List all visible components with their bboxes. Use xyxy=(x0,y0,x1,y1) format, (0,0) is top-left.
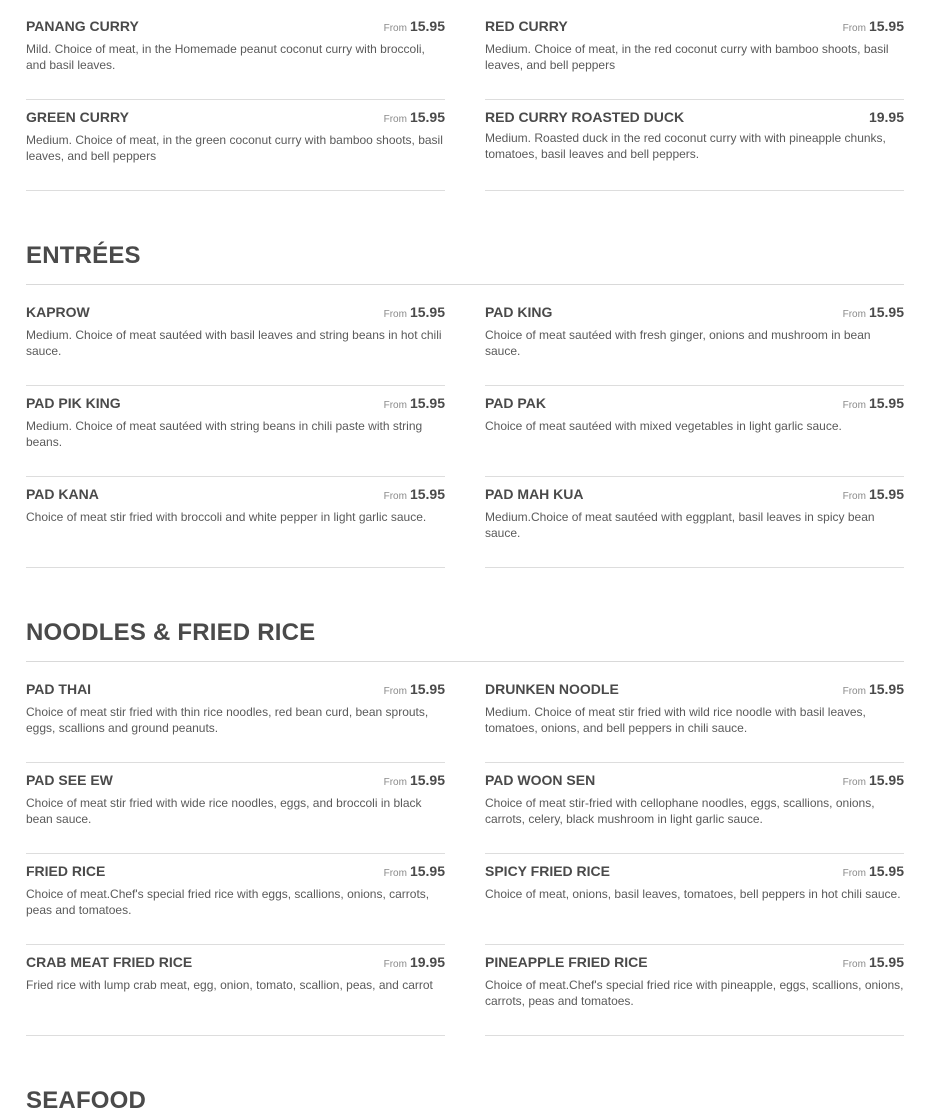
menu-item-header xyxy=(26,953,445,971)
price-amount: 15.95 xyxy=(868,18,904,34)
menu-item-header xyxy=(26,394,445,412)
menu-item-header xyxy=(26,303,445,321)
menu-item-header xyxy=(26,485,445,503)
section-title-seafood: SEAFOOD xyxy=(26,1087,147,1114)
price-from-label: From xyxy=(383,959,407,970)
price-amount: 15.95 xyxy=(868,863,904,879)
menu-item-description: Choice of meat sautéed with fresh ginger, onions and mushroom in bean sauce. xyxy=(485,328,871,358)
menu-item-name: PAD PIK KING xyxy=(26,395,121,411)
menu-item-crab-meat-fried-rice[interactable] xyxy=(26,945,445,1036)
menu-item-description: Medium. Roasted duck in the red coconut curry with with pineapple chunks, tomatoes, basil leaves and bell peppers. xyxy=(485,131,886,161)
price-amount: 15.95 xyxy=(409,681,445,697)
price-amount: 15.95 xyxy=(868,772,904,788)
price-from-label: From xyxy=(383,309,407,320)
menu-item-name: PAD KING xyxy=(485,304,553,320)
menu-item-description: Medium. Choice of meat sautéed with string beans in chili paste with string beans. xyxy=(26,419,423,449)
menu-item-name: DRUNKEN NOODLE xyxy=(485,681,619,697)
menu-item-description: Choice of meat stir fried with wide rice noodles, eggs, and broccoli in black bean sauce. xyxy=(26,796,422,826)
menu-item-header xyxy=(26,17,445,35)
menu-item-price xyxy=(384,108,445,129)
price-amount: 15.95 xyxy=(409,486,445,502)
price-from-label: From xyxy=(383,400,407,411)
price-from-label: From xyxy=(842,868,866,879)
menu-item-price xyxy=(869,108,904,127)
menu-item-name: RED CURRY xyxy=(485,18,568,34)
menu-item-name: RED CURRY ROASTED DUCK xyxy=(485,109,685,125)
price-amount: 15.95 xyxy=(409,18,445,34)
section-title-entrees: ENTRÉES xyxy=(26,242,141,269)
menu-item-price xyxy=(843,771,904,792)
menu-item-price xyxy=(384,771,445,792)
menu-item-pad-see-ew[interactable] xyxy=(26,763,445,854)
menu-item-price xyxy=(384,485,445,506)
menu-item-name: FRIED RICE xyxy=(26,863,106,879)
menu-item-description: Choice of meat stir fried with thin rice noodles, red bean curd, bean sprouts, eggs, scallions and ground peanuts. xyxy=(26,705,429,735)
price-from-label: From xyxy=(383,686,407,697)
menu-item-description: Medium. Choice of meat, in the green coconut curry with bamboo shoots, basil leaves, and bell peppers xyxy=(26,133,443,163)
price-from-label: From xyxy=(842,23,866,34)
price-amount: 19.95 xyxy=(409,954,445,970)
price-from-label: From xyxy=(383,491,407,502)
menu-item-name: PAD MAH KUA xyxy=(485,486,584,502)
menu-item-name: PAD SEE EW xyxy=(26,772,113,788)
menu-item-fried-rice[interactable] xyxy=(26,854,445,945)
menu-item-red-curry[interactable] xyxy=(485,9,904,100)
menu-item-name: PANANG CURRY xyxy=(26,18,139,34)
menu-item-price xyxy=(384,303,445,324)
menu-item-price xyxy=(384,862,445,883)
menu-item-price xyxy=(843,303,904,324)
menu-item-description: Medium. Choice of meat sautéed with basil leaves and string beans in hot chili sauce. xyxy=(26,328,442,358)
section-divider xyxy=(26,284,904,285)
price-amount: 15.95 xyxy=(868,304,904,320)
menu-item-pad-pak[interactable] xyxy=(485,386,904,477)
menu-item-name: PINEAPPLE FRIED RICE xyxy=(485,954,648,970)
section-divider xyxy=(26,661,904,662)
menu-item-description: Medium. Choice of meat stir fried with wild rice noodle with basil leaves, tomatoes, onions, and bell peppers in chili sauce. xyxy=(485,705,866,735)
price-from-label: From xyxy=(842,400,866,411)
price-amount: 15.95 xyxy=(868,681,904,697)
menu-item-drunken-noodle[interactable] xyxy=(485,672,904,763)
menu-item-name: PAD KANA xyxy=(26,486,99,502)
menu-item-name: PAD THAI xyxy=(26,681,92,697)
menu-item-header xyxy=(485,862,904,880)
menu-item-price xyxy=(843,680,904,701)
price-amount: 15.95 xyxy=(868,395,904,411)
menu-item-pad-mah-kua[interactable] xyxy=(485,477,904,568)
menu-item-kaprow[interactable] xyxy=(26,295,445,386)
section-title-noodles-fried-rice: NOODLES & FRIED RICE xyxy=(26,619,316,646)
price-amount: 19.95 xyxy=(868,109,904,125)
menu-item-header xyxy=(485,394,904,412)
menu-item-price xyxy=(384,17,445,38)
menu-item-price xyxy=(384,953,445,974)
price-from-label: From xyxy=(842,777,866,788)
menu-item-price xyxy=(384,680,445,701)
menu-item-description: Choice of meat sautéed with mixed vegetables in light garlic sauce. xyxy=(485,419,842,433)
menu-item-header xyxy=(26,862,445,880)
menu-item-price xyxy=(384,394,445,415)
menu-item-pad-pik-king[interactable] xyxy=(26,386,445,477)
price-amount: 15.95 xyxy=(409,304,445,320)
menu-item-panang-curry[interactable] xyxy=(26,9,445,100)
menu-item-description: Choice of meat.Chef's special fried rice with pineapple, eggs, scallions, onions, carrots, peas and tomatoes. xyxy=(485,978,904,1008)
menu-item-name: PAD WOON SEN xyxy=(485,772,596,788)
price-from-label: From xyxy=(383,114,407,125)
menu-item-header xyxy=(26,108,445,126)
menu-item-name: KAPROW xyxy=(26,304,90,320)
price-from-label: From xyxy=(842,686,866,697)
menu-item-name: SPICY FRIED RICE xyxy=(485,863,610,879)
menu-item-description: Choice of meat stir fried with broccoli and white pepper in light garlic sauce. xyxy=(26,510,427,524)
menu-item-description: Mild. Choice of meat, in the Homemade peanut coconut curry with broccoli, and basil leaves. xyxy=(26,42,425,72)
price-amount: 15.95 xyxy=(868,954,904,970)
menu-item-name: PAD PAK xyxy=(485,395,546,411)
menu-item-description: Choice of meat stir-fried with cellophane noodles, eggs, scallions, onions, carrots, celery, black mushroom in light garlic sauce. xyxy=(485,796,875,826)
price-from-label: From xyxy=(383,23,407,34)
price-amount: 15.95 xyxy=(868,486,904,502)
menu-item-price xyxy=(843,485,904,506)
menu-item-price xyxy=(843,394,904,415)
menu-item-green-curry[interactable] xyxy=(26,100,445,191)
menu-item-red-curry-roasted-duck[interactable] xyxy=(485,100,904,191)
menu-item-header xyxy=(26,771,445,789)
menu-item-description: Choice of meat.Chef's special fried rice with eggs, scallions, onions, carrots, peas and tomatoes. xyxy=(26,887,430,917)
menu-item-price xyxy=(843,953,904,974)
menu-item-description: Fried rice with lump crab meat, egg, onion, tomato, scallion, peas, and carrot xyxy=(26,978,433,992)
menu-item-price xyxy=(843,862,904,883)
menu-item-pad-kana[interactable] xyxy=(26,477,445,568)
menu-item-pineapple-fried-rice[interactable] xyxy=(485,945,904,1036)
menu-item-header xyxy=(485,771,904,789)
menu-item-pad-thai[interactable] xyxy=(26,672,445,763)
menu-item-name: CRAB MEAT FRIED RICE xyxy=(26,954,193,970)
menu-item-header xyxy=(485,485,904,503)
price-amount: 15.95 xyxy=(409,109,445,125)
menu-item-description: Medium. Choice of meat, in the red coconut curry with bamboo shoots, basil leaves, and bell peppers xyxy=(485,42,889,72)
menu-item-price xyxy=(843,17,904,38)
price-from-label: From xyxy=(842,491,866,502)
menu-item-header xyxy=(485,953,904,971)
price-amount: 15.95 xyxy=(409,863,445,879)
menu-item-header xyxy=(26,680,445,698)
menu-item-spicy-fried-rice[interactable] xyxy=(485,854,904,945)
price-from-label: From xyxy=(842,309,866,320)
price-from-label: From xyxy=(383,868,407,879)
menu-item-pad-king[interactable] xyxy=(485,295,904,386)
price-amount: 15.95 xyxy=(409,395,445,411)
menu-item-header xyxy=(485,303,904,321)
price-from-label: From xyxy=(842,959,866,970)
price-amount: 15.95 xyxy=(409,772,445,788)
menu-item-header xyxy=(485,17,904,35)
price-from-label: From xyxy=(383,777,407,788)
menu-item-pad-woon-sen[interactable] xyxy=(485,763,904,854)
menu-item-header xyxy=(485,680,904,698)
menu-item-description: Choice of meat, onions, basil leaves, tomatoes, bell peppers in hot chili sauce. xyxy=(485,887,901,901)
menu-item-name: GREEN CURRY xyxy=(26,109,129,125)
menu-item-description: Medium.Choice of meat sautéed with eggplant, basil leaves in spicy bean sauce. xyxy=(485,510,875,540)
menu-item-header xyxy=(485,108,904,126)
